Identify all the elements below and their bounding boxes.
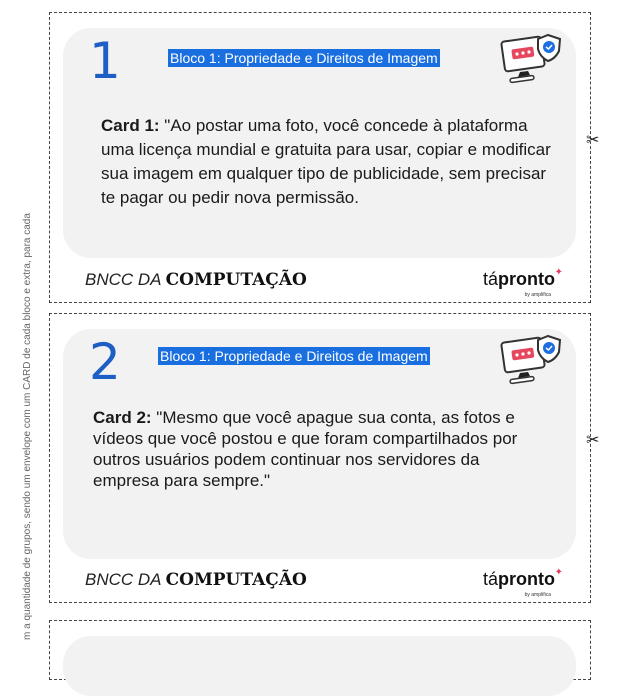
card-label: Card 1:: [101, 116, 160, 135]
side-instruction: m a quantidade de grupos, sendo um envelope com um CARD de cada bloco e extra, para cada: [22, 213, 33, 640]
block-title: Bloco 1: Propriedade e Direitos de Imagem: [160, 348, 428, 364]
cut-card-3: [49, 620, 591, 680]
cut-card-1: [49, 12, 591, 303]
card-body: "Mesmo que você apague sua conta, as fotos e vídeos que você postou e que foram compartilhados por outros usuários podem continuar nos servidores da empresa para sempre.": [93, 408, 518, 490]
bncc-logo: BNCC DA COMPUTAÇÃO: [85, 569, 307, 590]
cut-card-2: [49, 313, 591, 603]
scissors-icon: ✂: [586, 132, 600, 149]
tapronto-logo: tápronto ✦ by amplifica: [483, 267, 563, 298]
monitor-password-shield-icon: [500, 33, 564, 89]
card-number: 2: [89, 333, 121, 391]
card-body: "Ao postar uma foto, você concede à plataforma uma licença mundial e gratuita para usar, copiar e modificar sua imagem em qualquer tipo de publicidade, sem precisar te pagar ou pedir nova permissão.: [101, 116, 551, 207]
card-3: [63, 636, 576, 696]
block-title: Bloco 1: Propriedade e Direitos de Imagem: [170, 50, 438, 66]
card-number: 1: [89, 32, 121, 90]
card-2: [63, 329, 576, 559]
card-text: [101, 114, 556, 210]
card-text: [93, 407, 533, 491]
card-footer: [85, 567, 563, 598]
monitor-password-shield-icon: [500, 334, 564, 390]
bncc-logo: BNCC DA COMPUTAÇÃO: [85, 269, 307, 290]
tapronto-logo: tápronto ✦ by amplifica: [483, 567, 563, 598]
scissors-icon: ✂: [586, 432, 600, 449]
card-footer: [85, 267, 563, 298]
card-label: Card 2:: [93, 408, 152, 427]
card-1: [63, 28, 576, 258]
